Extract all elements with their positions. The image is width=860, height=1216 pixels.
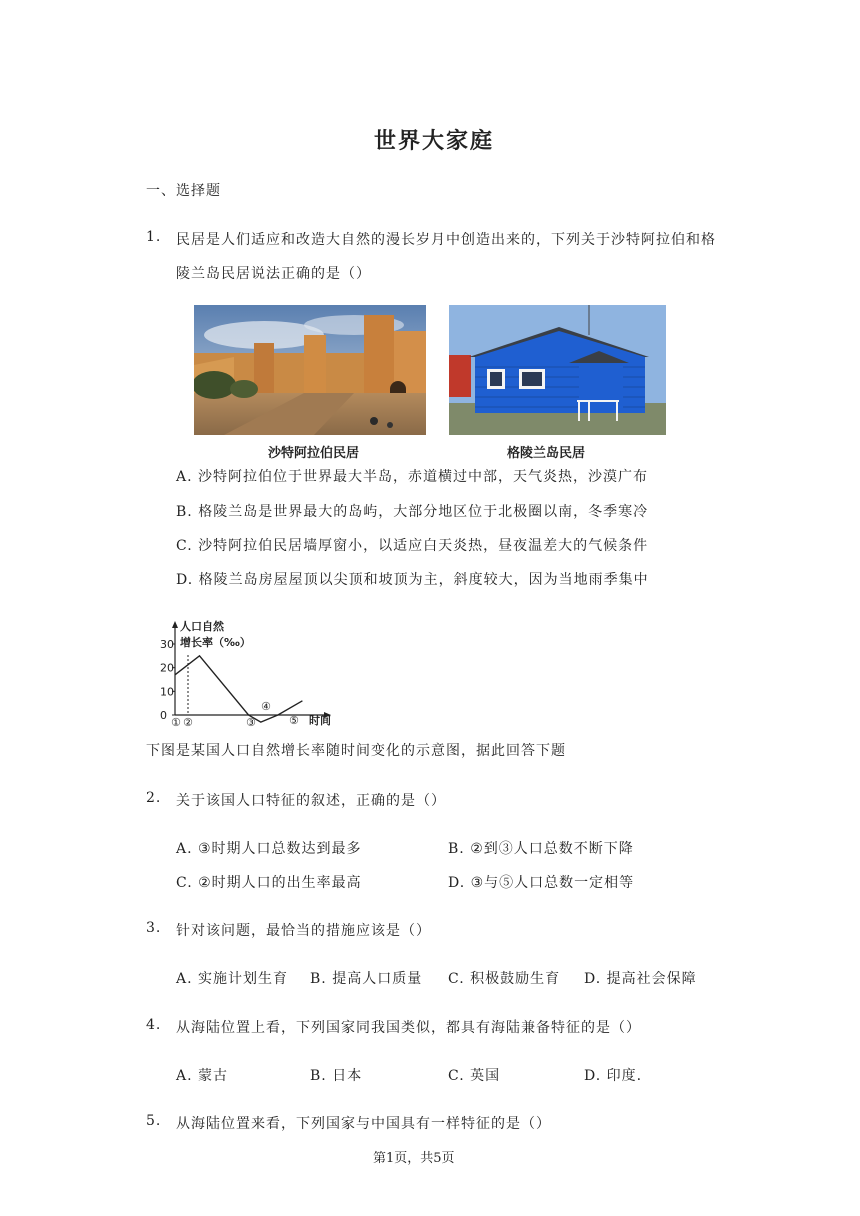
- q3-option-c[interactable]: C. 积极鼓励生育: [448, 971, 561, 987]
- q4-stem: 从海陆位置上看，下列国家同我国类似，都具有海陆兼备特征的是（）: [176, 1020, 641, 1036]
- q3-option-a[interactable]: A. 实施计划生育: [176, 971, 289, 987]
- chart-marker-3: ③: [246, 716, 256, 729]
- page-footer: 第1页，共5页: [373, 1151, 455, 1166]
- q4-option-a[interactable]: A. 蒙古: [176, 1068, 229, 1084]
- q1-number: 1.: [146, 229, 162, 245]
- greenland-dwelling-photo: [449, 305, 666, 435]
- chart-ylabel-line2: 增长率（‰）: [180, 636, 251, 649]
- chart-y-tick-label: 30: [160, 638, 174, 651]
- q2-number: 2.: [146, 790, 162, 806]
- q2-stem: 关于该国人口特征的叙述，正确的是（）: [176, 793, 446, 809]
- q5-number: 5.: [146, 1113, 162, 1129]
- chart-y-tick-label: 0: [160, 709, 167, 722]
- q4-option-c[interactable]: C. 英国: [448, 1068, 501, 1084]
- chart-y-tick-label: 20: [160, 661, 174, 675]
- q3-option-d[interactable]: D. 提高社会保障: [584, 971, 697, 987]
- chart-xlabel: 时间: [309, 714, 331, 727]
- q2-option-b[interactable]: B. ②到③人口总数不断下降: [448, 841, 634, 857]
- q1-option-d[interactable]: D. 格陵兰岛房屋屋顶以尖顶和坡顶为主，斜度较大，因为当地雨季集中: [176, 572, 649, 588]
- saudi-dwelling-photo: [194, 305, 426, 435]
- q4-option-d[interactable]: D. 印度.: [584, 1068, 643, 1084]
- q1-option-b[interactable]: B. 格陵兰岛是世界最大的岛屿，大部分地区位于北极圈以南，冬季寒冷: [176, 504, 649, 520]
- q3-stem: 针对该问题，最恰当的措施应该是（）: [176, 923, 431, 939]
- chart-y-tick-label: 10: [160, 685, 174, 699]
- q4-option-b[interactable]: B. 日本: [310, 1068, 363, 1084]
- chart-series-line: [175, 656, 302, 722]
- chart-marker-1: ①: [171, 716, 181, 729]
- q3-option-b[interactable]: B. 提高人口质量: [310, 971, 423, 987]
- chart-intro-text: 下图是某国人口自然增长率随时间变化的示意图，据此回答下题: [146, 743, 566, 759]
- chart-y-axis-arrow: [172, 621, 178, 628]
- q1-option-c[interactable]: C. 沙特阿拉伯民居墙厚窗小，以适应白天炎热，昼夜温差大的气候条件: [176, 538, 649, 554]
- chart-marker-5: ⑤: [289, 714, 299, 727]
- q1-stem-line2: 陵兰岛民居说法正确的是（）: [176, 266, 371, 282]
- population-growth-chart: [146, 618, 346, 733]
- greenland-photo-caption: 格陵兰岛民居: [507, 446, 586, 461]
- q5-stem: 从海陆位置来看，下列国家与中国具有一样特征的是（）: [176, 1116, 551, 1132]
- q4-number: 4.: [146, 1017, 162, 1033]
- q1-option-a[interactable]: A. 沙特阿拉伯位于世界最大半岛，赤道横过中部，天气炎热，沙漠广布: [176, 469, 649, 485]
- saudi-photo-caption: 沙特阿拉伯民居: [268, 446, 360, 461]
- q2-option-d[interactable]: D. ③与⑤人口总数一定相等: [448, 875, 635, 891]
- chart-marker-4: ④: [261, 700, 271, 713]
- q2-option-c[interactable]: C. ②时期人口的出生率最高: [176, 875, 362, 891]
- q3-number: 3.: [146, 920, 162, 936]
- chart-ylabel-line1: 人口自然: [180, 620, 224, 633]
- q2-option-a[interactable]: A. ③时期人口总数达到最多: [176, 841, 362, 857]
- q1-stem-line1: 民居是人们适应和改造大自然的漫长岁月中创造出来的，下列关于沙特阿拉伯和格: [176, 232, 716, 248]
- chart-marker-2: ②: [183, 716, 193, 729]
- page-title: 世界大家庭: [374, 128, 495, 154]
- section-heading: 一、选择题: [146, 183, 221, 199]
